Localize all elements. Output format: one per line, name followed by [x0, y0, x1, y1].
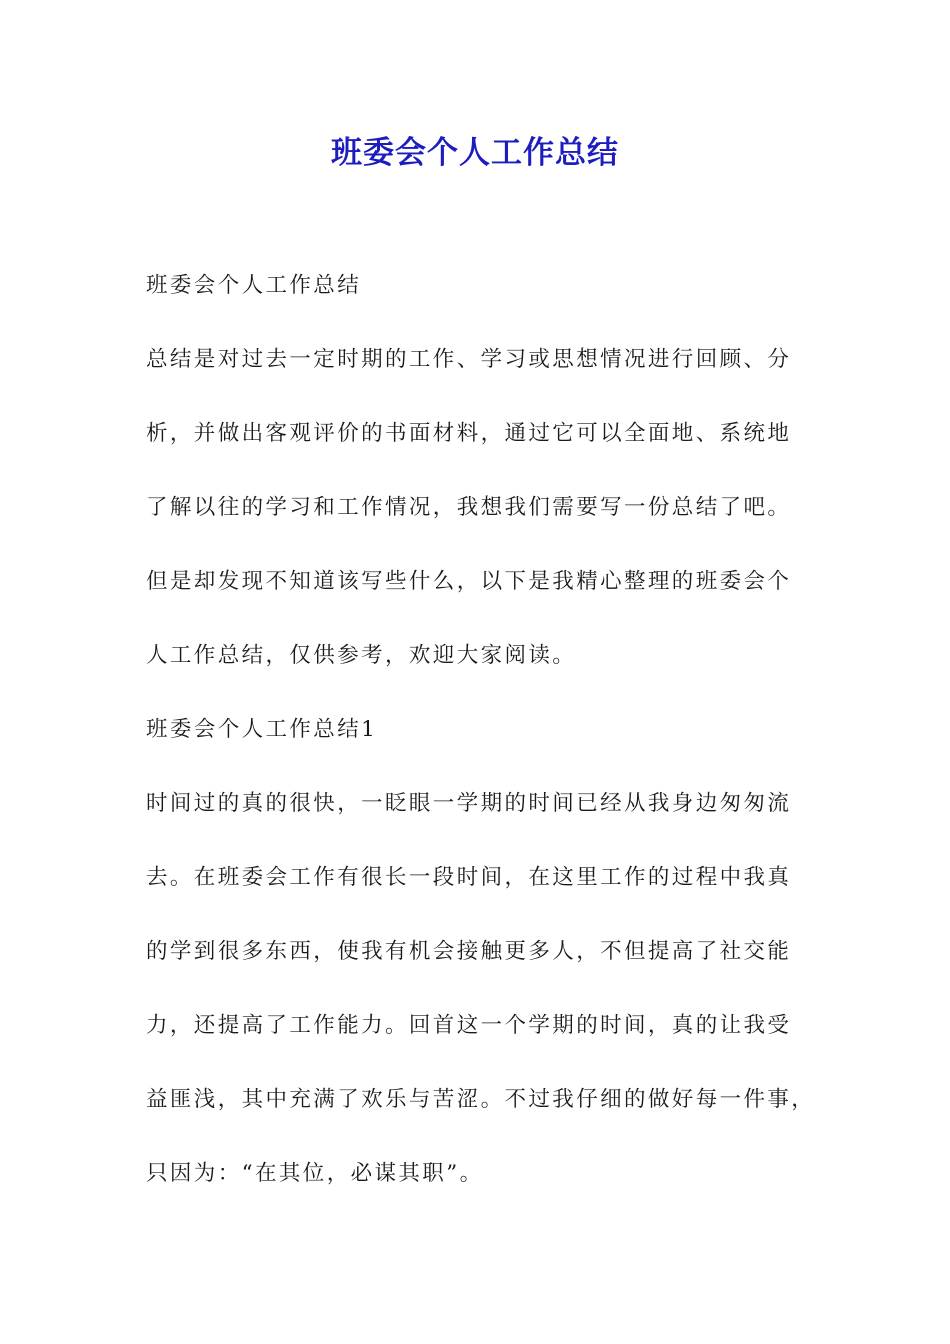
paragraph-line: 总结是对过去一定时期的工作、学习或思想情况进行回顾、分: [146, 347, 792, 372]
paragraph-line: 但是却发现不知道该写些什么，以下是我精心整理的班委会个: [146, 569, 792, 594]
paragraph-line: 去。在班委会工作有很长一段时间，在这里工作的过程中我真: [146, 865, 792, 890]
paragraph-line: 的学到很多东西，使我有机会接触更多人，不但提高了社交能: [146, 939, 792, 964]
intro-heading: 班委会个人工作总结: [146, 273, 362, 298]
paragraph-line: 益匪浅，其中充满了欢乐与苦涩。不过我仔细的做好每一件事，: [146, 1087, 816, 1112]
paragraph-line: 只因为：“在其位，必谋其职”。: [146, 1161, 484, 1186]
section-heading: 班委会个人工作总结1: [146, 717, 378, 742]
paragraph-line: 时间过的真的很快，一眨眼一学期的时间已经从我身边匆匆流: [146, 791, 792, 816]
paragraph-line: 力，还提高了工作能力。回首这一个学期的时间，真的让我受: [146, 1013, 792, 1038]
document-body: [146, 256, 826, 1218]
paragraph-line: 析，并做出客观评价的书面材料，通过它可以全面地、系统地: [146, 421, 792, 446]
document-title: 班委会个人工作总结: [331, 135, 619, 171]
paragraph-line: 人工作总结，仅供参考，欢迎大家阅读。: [146, 643, 577, 668]
paragraph-line: 了解以往的学习和工作情况，我想我们需要写一份总结了吧。: [146, 495, 792, 520]
